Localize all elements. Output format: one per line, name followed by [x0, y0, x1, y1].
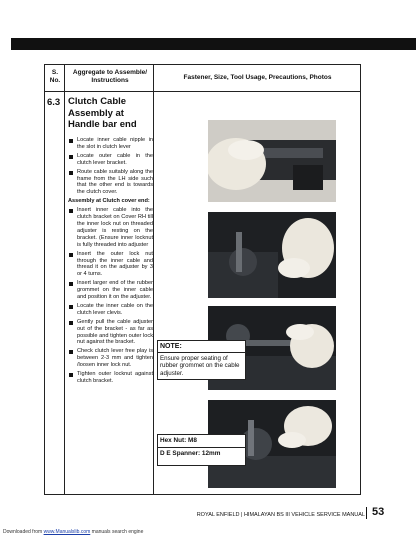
list-item: Route cable suitably along the frame from the LH side such that the other end is towards the clutch cover.	[68, 169, 153, 197]
list-item: Insert larger end of the rubber grommet on the inner cable and position it on the adjuster.	[68, 280, 153, 301]
manualslib-link[interactable]: www.Manualslib.com	[43, 529, 91, 535]
list-item: Insert the outer lock nut through the inner cable and thread it on the adjuster by 3 or 4 turns.	[68, 251, 153, 279]
list-item: Check clutch lever free play is between 2-3 mm and tighten /loosen inner lock nut.	[68, 348, 153, 369]
header-aggregate: Aggregate to Assemble/ Instructions	[72, 69, 148, 84]
photo-clutch-lever	[208, 120, 336, 202]
sno-column	[45, 65, 65, 494]
header-fastener: Fastener, Size, Tool Usage, Precautions, Photos	[183, 74, 332, 81]
list-item: Insert inner cable into the clutch bracket on Cover RH till the inner lock nut on threaded adjuster is resting on the bracket. (Ensure inner locknut is fully threaded into adjuster	[68, 207, 153, 248]
section-title: Clutch Cable Assembly at Handle bar end	[68, 96, 137, 130]
photo-clutch-bracket-drawing	[208, 212, 336, 298]
photo-clutch-lever-drawing	[208, 120, 336, 202]
download-suffix: manuals search engine	[91, 529, 144, 535]
note-title: NOTE:	[158, 341, 245, 353]
download-prefix: Downloaded from	[3, 529, 43, 535]
list-item: Gently pull the cable adjuster out of the bracket - as far as possible and tighten outer lock nut against the bracket.	[68, 319, 153, 347]
header-bar	[11, 38, 416, 50]
footer-divider	[366, 507, 367, 519]
spec-box	[157, 434, 246, 466]
instruction-steps	[68, 137, 153, 387]
list-item: Locate outer cable in the clutch lever bracket.	[68, 153, 153, 167]
list-item: Locate the inner cable on the clutch lever clevis.	[68, 303, 153, 317]
list-item: Locate inner cable nipple in the slot in clutch lever	[68, 137, 153, 151]
photo-clutch-bracket	[208, 212, 336, 298]
spanner-spec: D E Spanner: 12mm	[160, 449, 221, 457]
hex-nut-spec: Hex Nut: M8	[158, 435, 245, 448]
table-header	[45, 65, 360, 92]
list-item: Tighten outer locknut against clutch bracket.	[68, 371, 153, 385]
subheading: Assembly at Clutch cover end:	[68, 198, 150, 205]
download-notice	[3, 529, 143, 535]
note-body: Ensure proper seating of rubber grommet on the cable adjuster.	[160, 354, 240, 377]
header-sno: S. No.	[49, 69, 61, 84]
note-box	[157, 340, 246, 380]
page-number: 53	[372, 506, 385, 518]
footer-text: ROYAL ENFIELD | HIMALAYAN BS III VEHICLE SERVICE MANUAL	[196, 512, 365, 518]
section-number: 6.3	[47, 97, 61, 108]
